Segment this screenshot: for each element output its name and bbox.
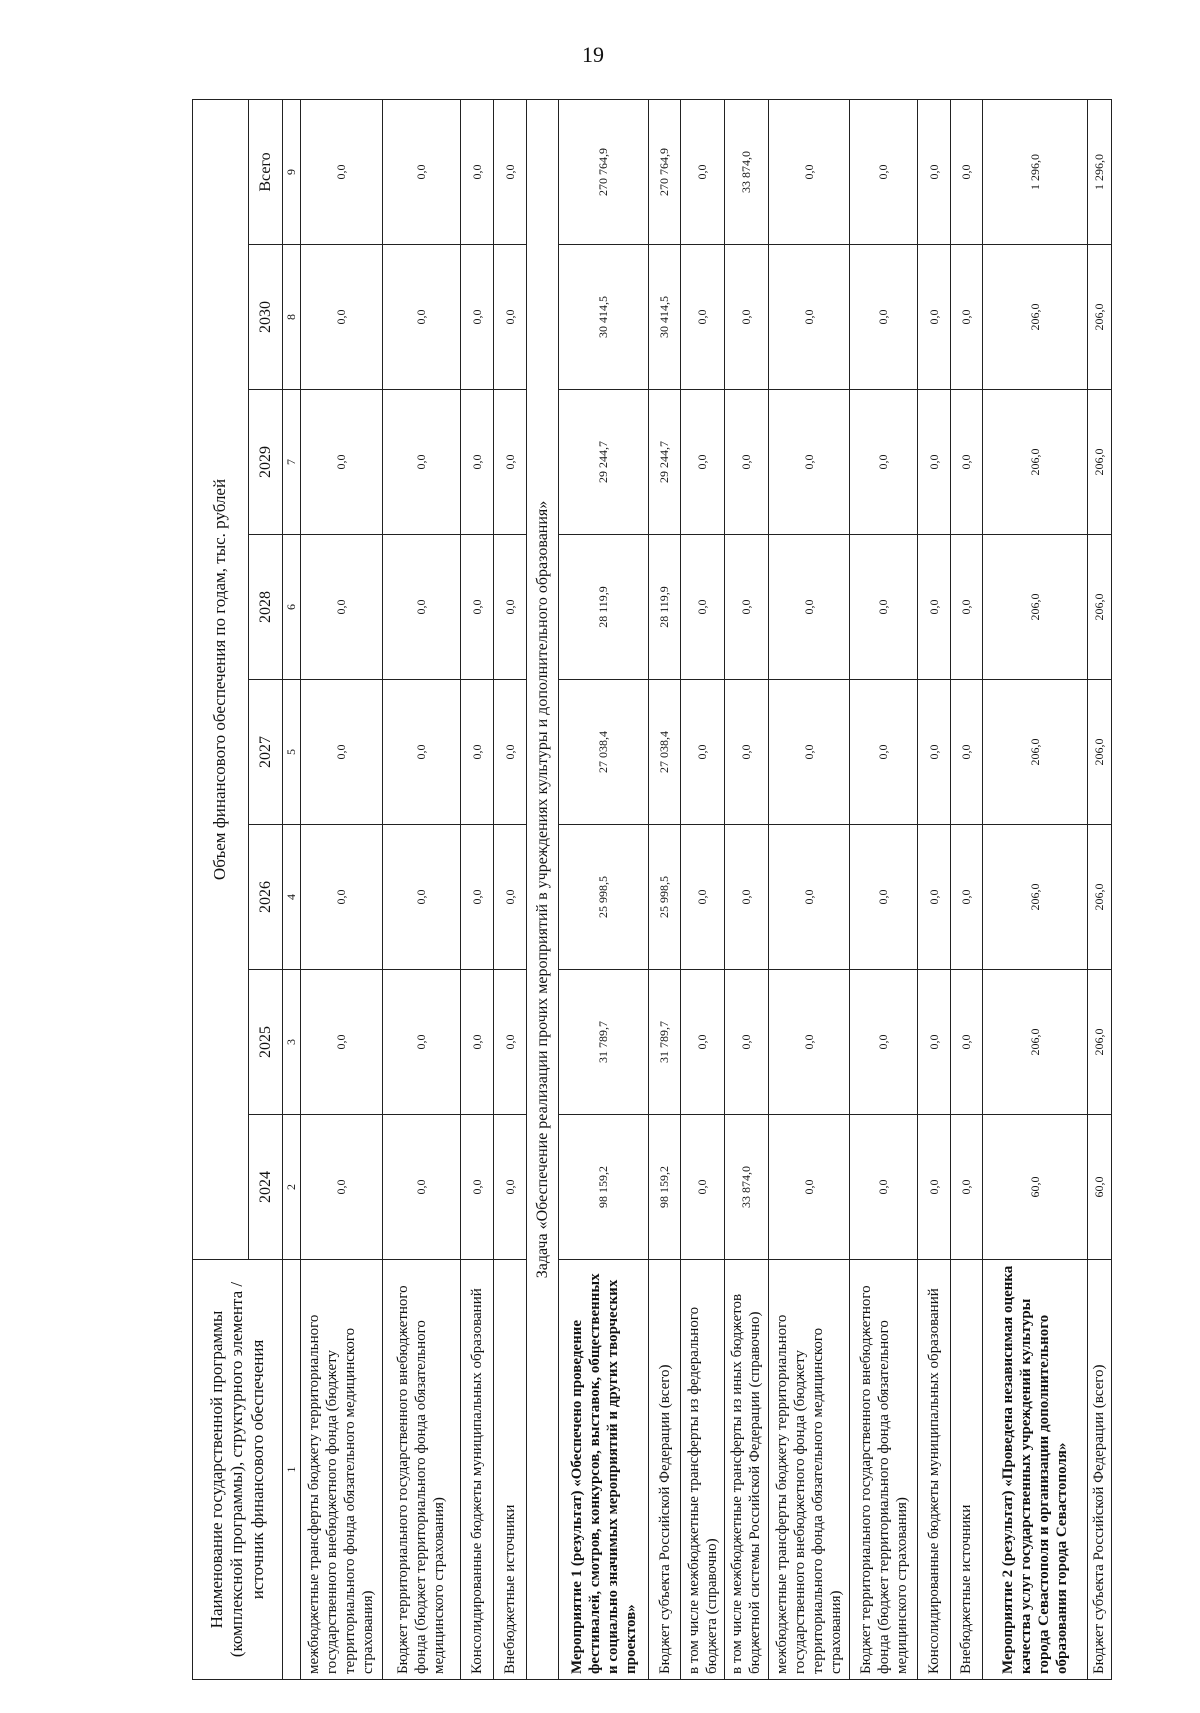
column-index: 6 bbox=[283, 535, 301, 680]
row-label: Внебюджетные источники bbox=[950, 1260, 983, 1680]
value-cell: 0,0 bbox=[301, 825, 383, 970]
year-header: 2027 bbox=[249, 680, 283, 825]
volume-column-header: Объем финансового обеспечения по годам, тыс. рублей bbox=[193, 99, 249, 1259]
value-cell: 0,0 bbox=[301, 535, 383, 680]
table-row bbox=[301, 99, 383, 1679]
value-cell: 0,0 bbox=[382, 99, 460, 244]
value-cell: 0,0 bbox=[950, 245, 983, 390]
value-cell: 0,0 bbox=[917, 680, 950, 825]
value-cell: 0,0 bbox=[768, 535, 850, 680]
table-row bbox=[1087, 99, 1111, 1679]
value-cell: 206,0 bbox=[983, 390, 1088, 535]
row-label: Бюджет территориального государственного внебюджетного фонда (бюджет территориального фонда обязательного медицинского страхования) bbox=[850, 1260, 918, 1680]
value-cell: 98 159,2 bbox=[559, 1115, 648, 1260]
value-cell: 0,0 bbox=[724, 390, 768, 535]
value-cell: 31 789,7 bbox=[559, 970, 648, 1115]
value-cell: 0,0 bbox=[768, 970, 850, 1115]
year-header: 2025 bbox=[249, 970, 283, 1115]
value-cell: 270 764,9 bbox=[559, 99, 648, 244]
table-row bbox=[850, 99, 918, 1679]
value-cell: 0,0 bbox=[461, 970, 494, 1115]
page-number: 19 bbox=[582, 42, 604, 67]
value-cell: 0,0 bbox=[917, 99, 950, 244]
value-cell: 206,0 bbox=[1087, 825, 1111, 970]
value-cell: 206,0 bbox=[1087, 245, 1111, 390]
value-cell: 0,0 bbox=[917, 245, 950, 390]
value-cell: 27 038,4 bbox=[648, 680, 681, 825]
value-cell: 206,0 bbox=[1087, 680, 1111, 825]
value-cell: 0,0 bbox=[917, 1115, 950, 1260]
value-cell: 206,0 bbox=[983, 245, 1088, 390]
value-cell: 0,0 bbox=[768, 1115, 850, 1260]
value-cell: 0,0 bbox=[850, 825, 918, 970]
table-row bbox=[493, 99, 526, 1679]
year-header: 2026 bbox=[249, 825, 283, 970]
table-row bbox=[768, 99, 850, 1679]
value-cell: 1 296,0 bbox=[1087, 99, 1111, 244]
value-cell: 0,0 bbox=[301, 970, 383, 1115]
value-cell: 0,0 bbox=[950, 535, 983, 680]
value-cell: 0,0 bbox=[461, 825, 494, 970]
value-cell: 0,0 bbox=[382, 535, 460, 680]
table-row bbox=[724, 99, 768, 1679]
row-label: Внебюджетные источники bbox=[493, 1260, 526, 1680]
value-cell: 0,0 bbox=[493, 390, 526, 535]
value-cell: 1 296,0 bbox=[983, 99, 1088, 244]
value-cell: 0,0 bbox=[724, 825, 768, 970]
row-label: Бюджет территориального государственного внебюджетного фонда (бюджет территориального фонда обязательного медицинского страхования) bbox=[382, 1260, 460, 1680]
value-cell: 0,0 bbox=[493, 245, 526, 390]
value-cell: 0,0 bbox=[493, 970, 526, 1115]
year-header: 2029 bbox=[249, 390, 283, 535]
value-cell: 0,0 bbox=[681, 970, 725, 1115]
value-cell: 206,0 bbox=[983, 535, 1088, 680]
value-cell: 0,0 bbox=[681, 390, 725, 535]
value-cell: 0,0 bbox=[461, 99, 494, 244]
column-index: 8 bbox=[283, 245, 301, 390]
value-cell: 270 764,9 bbox=[648, 99, 681, 244]
column-index: 7 bbox=[283, 390, 301, 535]
row-label: Мероприятие 2 (результат) «Проведена независимая оценка качества услуг государственных учреждений культуры города Севастополя и организации дополнительного образования города Севастополя» bbox=[983, 1260, 1088, 1680]
value-cell: 0,0 bbox=[461, 390, 494, 535]
table-row bbox=[681, 99, 725, 1679]
value-cell: 33 874,0 bbox=[724, 99, 768, 244]
value-cell: 0,0 bbox=[681, 535, 725, 680]
value-cell: 0,0 bbox=[768, 680, 850, 825]
value-cell: 0,0 bbox=[461, 535, 494, 680]
table-row bbox=[950, 99, 983, 1679]
value-cell: 0,0 bbox=[301, 245, 383, 390]
value-cell: 33 874,0 bbox=[724, 1115, 768, 1260]
value-cell: 206,0 bbox=[1087, 535, 1111, 680]
column-index: 1 bbox=[283, 1260, 301, 1680]
task-title: Задача «Обеспечение реализации прочих мероприятий в учреждениях культуры и дополнительного образования» bbox=[526, 99, 559, 1679]
value-cell: 0,0 bbox=[461, 680, 494, 825]
table-row bbox=[382, 99, 460, 1679]
value-cell: 0,0 bbox=[724, 970, 768, 1115]
row-label: Бюджет субъекта Российской Федерации (всего) bbox=[648, 1260, 681, 1680]
column-index: 9 bbox=[283, 99, 301, 244]
value-cell: 0,0 bbox=[850, 1115, 918, 1260]
table-row bbox=[461, 99, 494, 1679]
row-label: в том числе межбюджетные трансферты из федерального бюджета (справочно) bbox=[681, 1260, 725, 1680]
value-cell: 0,0 bbox=[850, 535, 918, 680]
value-cell: 0,0 bbox=[917, 970, 950, 1115]
value-cell: 0,0 bbox=[382, 390, 460, 535]
value-cell: 28 119,9 bbox=[648, 535, 681, 680]
value-cell: 98 159,2 bbox=[648, 1115, 681, 1260]
value-cell: 25 998,5 bbox=[559, 825, 648, 970]
name-column-header: Наименование государственной программы (комплексной программы), структурного элемента / источник финансового обеспечения bbox=[193, 1260, 283, 1680]
value-cell: 27 038,4 bbox=[559, 680, 648, 825]
row-label: Бюджет субъекта Российской Федерации (всего) bbox=[1087, 1260, 1111, 1680]
value-cell: 0,0 bbox=[850, 99, 918, 244]
year-header: 2030 bbox=[249, 245, 283, 390]
value-cell: 0,0 bbox=[768, 245, 850, 390]
value-cell: 0,0 bbox=[950, 970, 983, 1115]
value-cell: 29 244,7 bbox=[648, 390, 681, 535]
value-cell: 0,0 bbox=[724, 535, 768, 680]
row-label: Консолидированные бюджеты муниципальных образований bbox=[917, 1260, 950, 1680]
column-index: 4 bbox=[283, 825, 301, 970]
value-cell: 0,0 bbox=[768, 825, 850, 970]
value-cell: 0,0 bbox=[301, 390, 383, 535]
value-cell: 0,0 bbox=[382, 245, 460, 390]
value-cell: 0,0 bbox=[461, 245, 494, 390]
value-cell: 0,0 bbox=[917, 825, 950, 970]
value-cell: 60,0 bbox=[1087, 1115, 1111, 1260]
value-cell: 0,0 bbox=[768, 99, 850, 244]
table-row bbox=[648, 99, 681, 1679]
value-cell: 0,0 bbox=[493, 680, 526, 825]
value-cell: 28 119,9 bbox=[559, 535, 648, 680]
value-cell: 206,0 bbox=[983, 825, 1088, 970]
column-index: 3 bbox=[283, 970, 301, 1115]
value-cell: 0,0 bbox=[950, 1115, 983, 1260]
rotated-table-container bbox=[192, 100, 1112, 1680]
value-cell: 0,0 bbox=[850, 245, 918, 390]
value-cell: 0,0 bbox=[768, 390, 850, 535]
value-cell: 0,0 bbox=[681, 825, 725, 970]
year-header: Всего bbox=[249, 99, 283, 244]
year-header: 2028 bbox=[249, 535, 283, 680]
value-cell: 0,0 bbox=[493, 99, 526, 244]
value-cell: 31 789,7 bbox=[648, 970, 681, 1115]
row-label: Консолидированные бюджеты муниципальных образований bbox=[461, 1260, 494, 1680]
table-row bbox=[559, 99, 648, 1679]
value-cell: 0,0 bbox=[461, 1115, 494, 1260]
year-header: 2024 bbox=[249, 1115, 283, 1260]
table-row bbox=[917, 99, 950, 1679]
row-label: межбюджетные трансферты бюджету территориального государственного внебюджетного фонда (бюджету территориального фонда обязательного медицинского страхования) bbox=[768, 1260, 850, 1680]
row-label: Мероприятие 1 (результат) «Обеспечено проведение фестивалей, смотров, конкурсов, выставок, общественных и социально значимых мероприятий и других творческих проектов» bbox=[559, 1260, 648, 1680]
value-cell: 0,0 bbox=[850, 390, 918, 535]
value-cell: 0,0 bbox=[382, 680, 460, 825]
financing-table bbox=[192, 99, 1112, 1680]
column-index: 5 bbox=[283, 680, 301, 825]
value-cell: 0,0 bbox=[493, 1115, 526, 1260]
value-cell: 0,0 bbox=[950, 825, 983, 970]
value-cell: 0,0 bbox=[950, 680, 983, 825]
value-cell: 0,0 bbox=[917, 390, 950, 535]
value-cell: 25 998,5 bbox=[648, 825, 681, 970]
value-cell: 0,0 bbox=[950, 390, 983, 535]
value-cell: 29 244,7 bbox=[559, 390, 648, 535]
value-cell: 0,0 bbox=[382, 970, 460, 1115]
row-label: межбюджетные трансферты бюджету территориального государственного внебюджетного фонда (бюджету территориального фонда обязательного медицинского страхования) bbox=[301, 1260, 383, 1680]
value-cell: 0,0 bbox=[724, 680, 768, 825]
value-cell: 0,0 bbox=[301, 1115, 383, 1260]
value-cell: 0,0 bbox=[850, 970, 918, 1115]
table-row bbox=[983, 99, 1088, 1679]
value-cell: 30 414,5 bbox=[648, 245, 681, 390]
value-cell: 0,0 bbox=[917, 535, 950, 680]
value-cell: 0,0 bbox=[382, 825, 460, 970]
value-cell: 0,0 bbox=[681, 245, 725, 390]
value-cell: 60,0 bbox=[983, 1115, 1088, 1260]
row-label: в том числе межбюджетные трансферты из иных бюджетов бюджетной системы Российской Федерации (справочно) bbox=[724, 1260, 768, 1680]
value-cell: 0,0 bbox=[681, 1115, 725, 1260]
value-cell: 206,0 bbox=[983, 970, 1088, 1115]
value-cell: 206,0 bbox=[1087, 390, 1111, 535]
value-cell: 0,0 bbox=[493, 535, 526, 680]
value-cell: 0,0 bbox=[681, 99, 725, 244]
value-cell: 0,0 bbox=[681, 680, 725, 825]
value-cell: 0,0 bbox=[301, 99, 383, 244]
value-cell: 0,0 bbox=[850, 680, 918, 825]
value-cell: 0,0 bbox=[301, 680, 383, 825]
value-cell: 30 414,5 bbox=[559, 245, 648, 390]
column-index: 2 bbox=[283, 1115, 301, 1260]
value-cell: 206,0 bbox=[1087, 970, 1111, 1115]
value-cell: 0,0 bbox=[950, 99, 983, 244]
value-cell: 0,0 bbox=[724, 245, 768, 390]
value-cell: 0,0 bbox=[493, 825, 526, 970]
value-cell: 206,0 bbox=[983, 680, 1088, 825]
value-cell: 0,0 bbox=[382, 1115, 460, 1260]
